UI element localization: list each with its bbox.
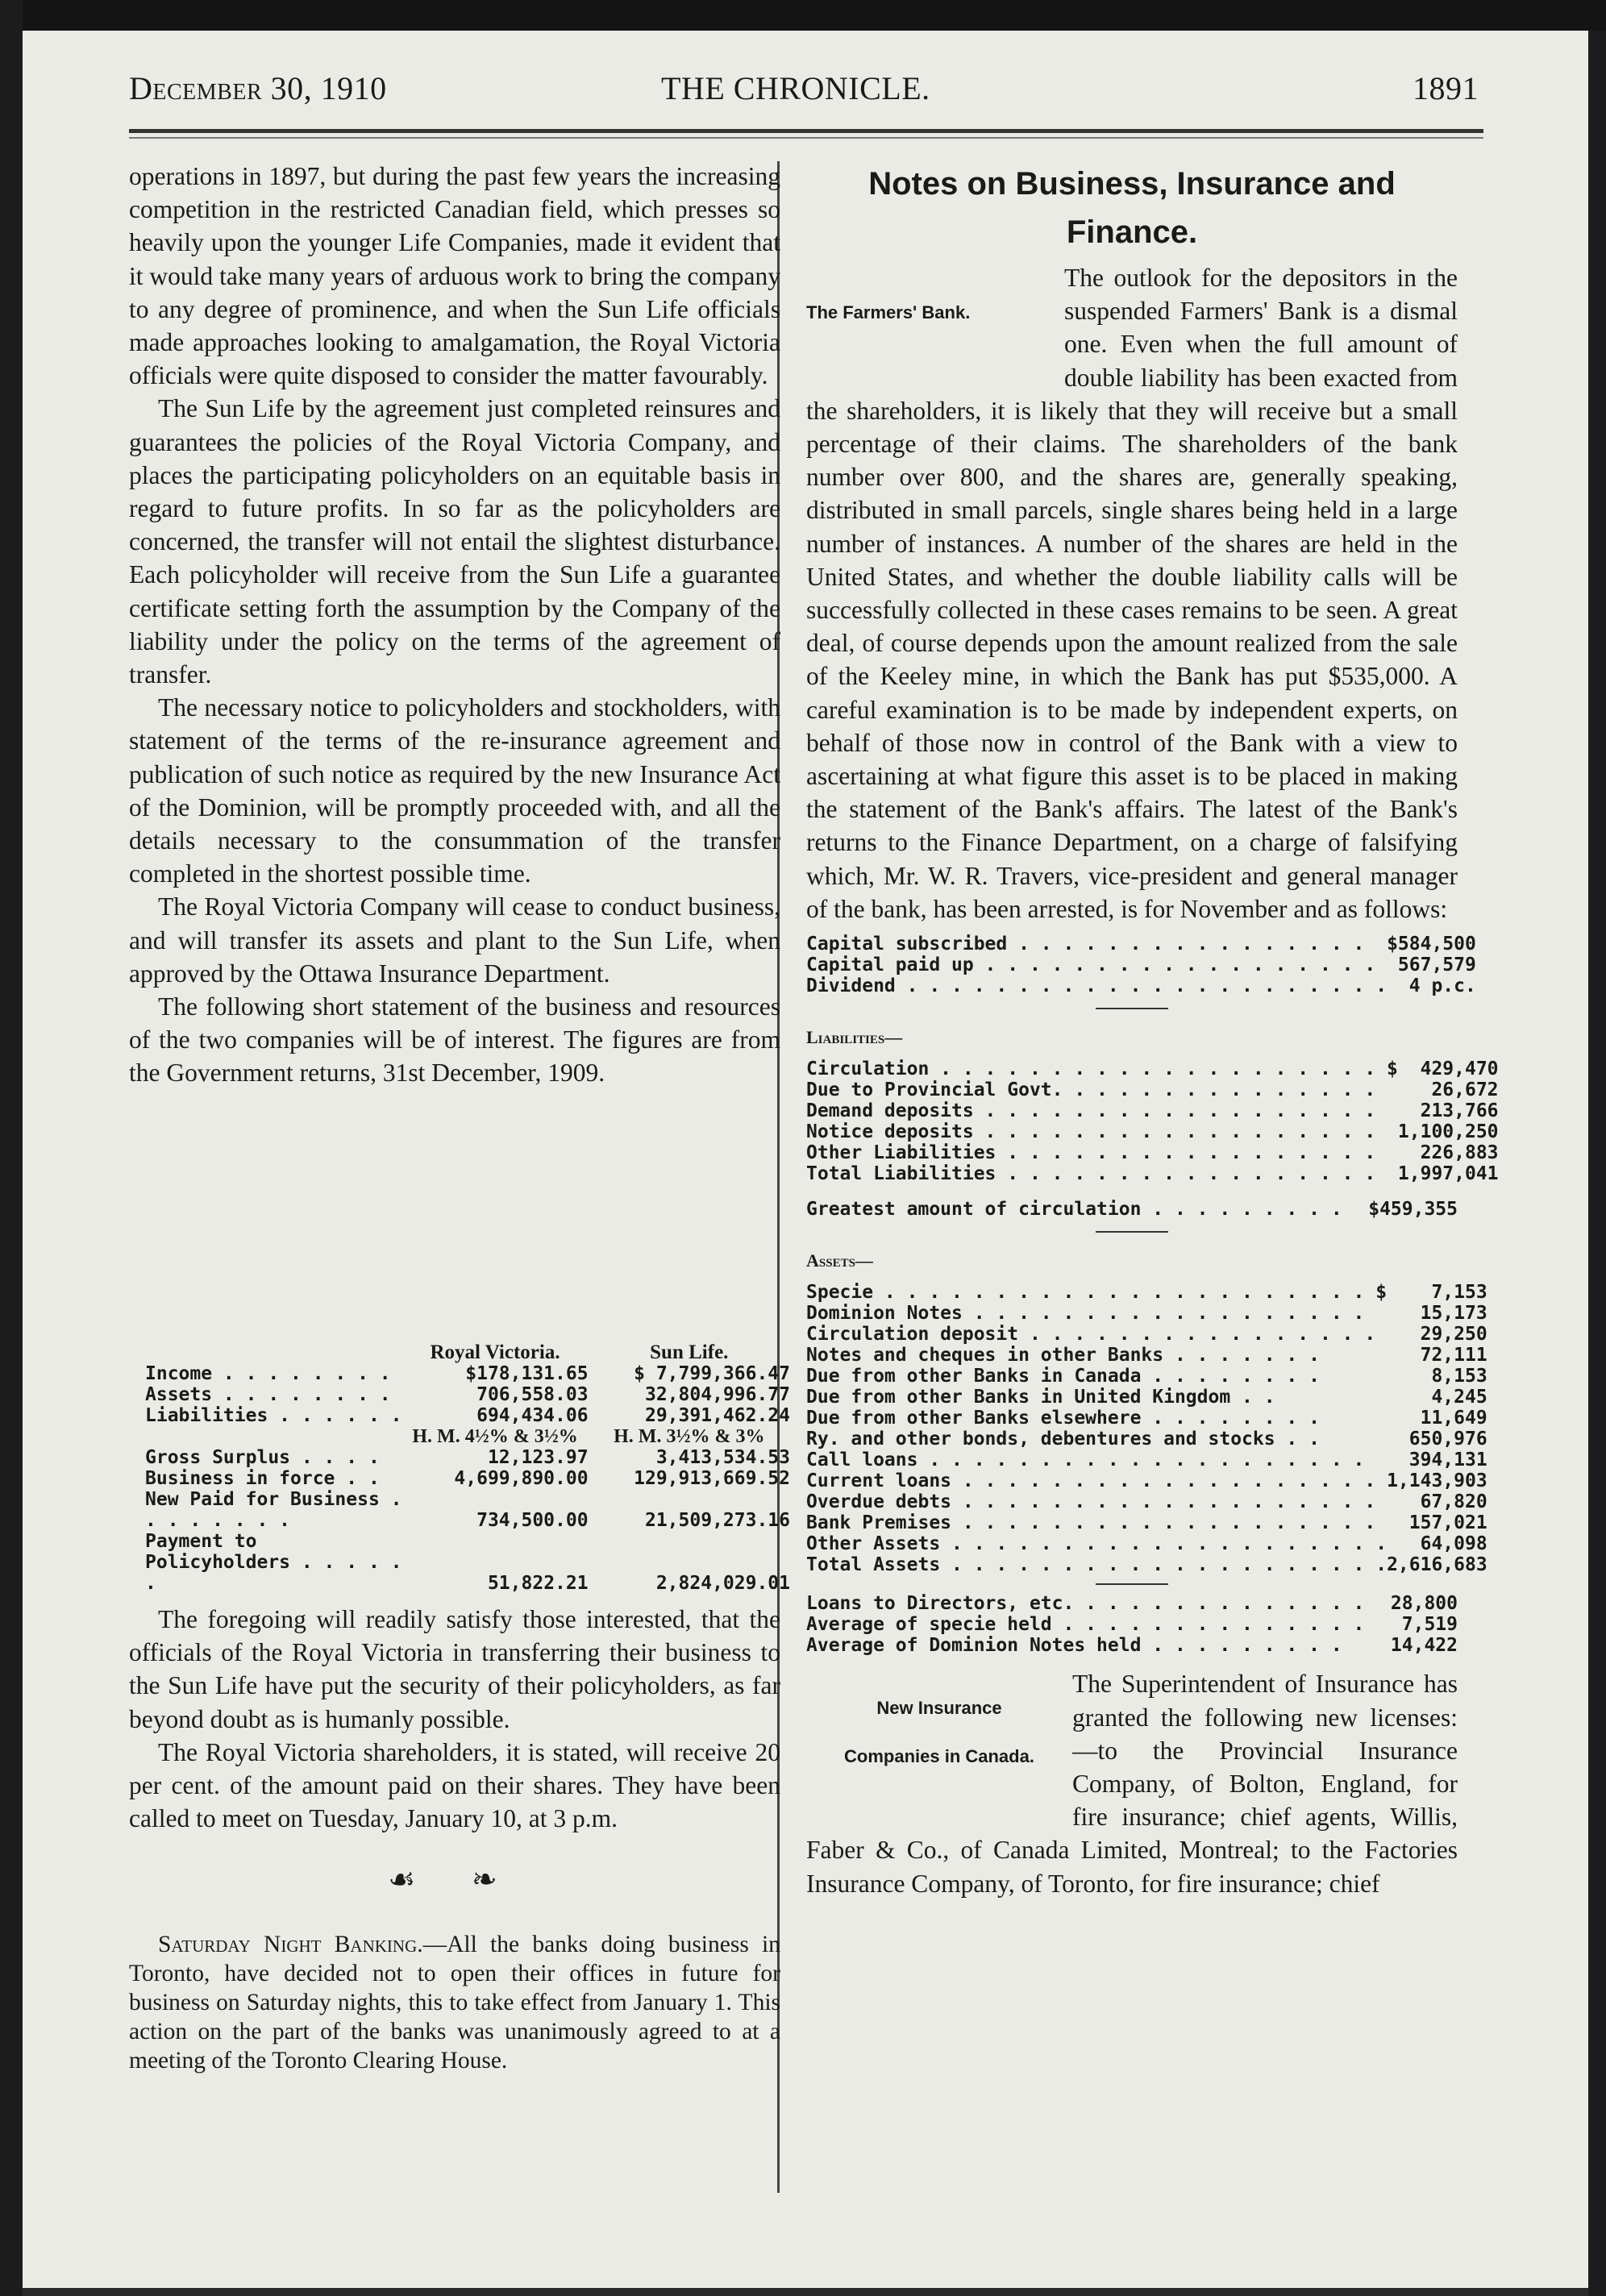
asset-label: Call loans . . . . . . . . . . . . . . . . . . . .: [806, 1450, 1365, 1471]
sun-life-value: 32,804,996.77: [644, 1384, 790, 1405]
loan-row: [806, 1593, 1458, 1614]
row-label: Assets . . . . . . . .: [145, 1384, 391, 1405]
asset-value: 157,021: [1408, 1512, 1487, 1534]
new-insurance-sidehead: [806, 1667, 1072, 1812]
capital-row: [806, 955, 1476, 975]
left-paragraph-4: The Royal Victoria Company will cease to conduct business, and will transfer its assets and plant to the Sun Life, when approved by the Ottawa Insurance Department.: [129, 892, 780, 988]
assets-heading: Assets—: [806, 1250, 873, 1271]
table-row: [145, 1405, 790, 1426]
asset-value: 4,245: [1431, 1387, 1487, 1408]
row-label: [145, 1426, 402, 1447]
right-column: [806, 160, 1499, 1900]
asset-value: 64,098: [1420, 1533, 1487, 1555]
saturday-banking-item: [129, 1930, 780, 2075]
table-row: [145, 1468, 790, 1489]
asset-label: Other Assets . . . . . . . . . . . . . . . . . . . .: [806, 1533, 1388, 1555]
asset-row: [806, 1429, 1487, 1450]
liability-value: 213,766: [1420, 1100, 1499, 1122]
header-rule: [129, 129, 1483, 133]
left-paragraph-5: The following short statement of the business and resources of the two companies will be of interest. The figures are from the Government returns, 31st December, 1909.: [129, 992, 780, 1088]
liability-value: 429,470: [1420, 1059, 1499, 1080]
asset-row: [806, 1303, 1487, 1324]
liability-row: [806, 1121, 1499, 1142]
asset-label: Bank Premises . . . . . . . . . . . . . . . . . . .: [806, 1512, 1376, 1534]
asset-value: 1,143,903: [1387, 1470, 1487, 1492]
royal-victoria-value: H. M. 4½% & 3½%: [412, 1426, 578, 1447]
royal-victoria-value: 706,558.03: [476, 1384, 589, 1405]
asset-row: [806, 1366, 1487, 1387]
new-insurance-body: The Superintendent of Insurance has granted the following new licenses:—to the Provincial Insurance Company, of Bolton, England, for fire insurance; chief agents, Willis, Faber & Co., of Canada Limited, Montreal; to the Factories Insurance Company, of Toronto, for fire insurance; chief: [806, 1670, 1458, 1898]
liability-label: Other Liabilities . . . . . . . . . . . . . . . . .: [806, 1142, 1376, 1164]
liabilities-table: [806, 1059, 1499, 1184]
new-insurance-item: [806, 1667, 1458, 1899]
row-label: Gross Surplus . . . .: [145, 1447, 380, 1468]
capital-table: [806, 934, 1476, 996]
header-date: December 30, 1910: [129, 70, 387, 106]
asset-value: 15,173: [1420, 1303, 1487, 1325]
royal-victoria-value: 4,699,890.00: [454, 1468, 589, 1489]
asset-row: [806, 1345, 1487, 1366]
loan-value: 28,800: [1390, 1593, 1458, 1615]
asset-label: Specie . . . . . . . . . . . . . . . . . . . . . . $: [806, 1282, 1388, 1304]
notes-headline: Notes on Business, Insurance and Finance.: [868, 166, 1396, 250]
liability-label: Due to Provincial Govt. . . . . . . . . . . . . . .: [806, 1079, 1376, 1101]
asset-value: 650,976: [1408, 1429, 1487, 1450]
table-col-royal-victoria: Royal Victoria.: [430, 1341, 560, 1363]
rule-2: [1096, 1231, 1168, 1233]
loan-label: Average of Dominion Notes held . . . . . . . . .: [806, 1635, 1342, 1657]
sun-life-value: 21,509,273.16: [644, 1510, 790, 1531]
asset-value: 2,616,683: [1387, 1554, 1487, 1576]
row-label: New Paid for Business . . . . . . . .: [145, 1489, 402, 1531]
asset-row: [806, 1324, 1487, 1345]
asset-value: 29,250: [1420, 1324, 1487, 1346]
asset-label: Ry. and other bonds, debentures and stocks . .: [806, 1429, 1320, 1450]
sun-life-value: 2,824,029.01: [655, 1573, 790, 1594]
royal-victoria-value: 12,123.97: [487, 1447, 589, 1468]
liability-value: 1,997,041: [1397, 1163, 1499, 1185]
liability-row: [806, 1142, 1499, 1163]
table-row: [145, 1531, 790, 1594]
saturday-banking-body: —All the banks doing business in Toronto, have decided not to open their offices in future for business on Saturday nights, this to take effect from January 1. This action on the part of the banks was unanimously agreed to at a meeting of the Toronto Clearing House.: [129, 1931, 780, 2073]
asset-label: Current loans . . . . . . . . . . . . . . . . . . .: [806, 1470, 1376, 1492]
asset-row: [806, 1387, 1487, 1408]
liability-label: Notice deposits . . . . . . . . . . . . . . . . . .: [806, 1121, 1376, 1143]
capital-value: 4 p.c.: [1408, 975, 1476, 997]
rule-3: [1096, 1583, 1168, 1585]
asset-value: 7,153: [1431, 1282, 1487, 1304]
loan-label: Loans to Directors, etc. . . . . . . . . . . . . .: [806, 1593, 1365, 1615]
liability-label: Total Liabilities . . . . . . . . . . . . . . . . .: [806, 1163, 1376, 1185]
asset-value: 72,111: [1420, 1345, 1487, 1366]
left-paragraph-2: The Sun Life by the agreement just completed reinsures and guarantees the policies of the Royal Victoria Company, and places the participating policyholders on an equitable basis in regard to future profits. In so far as the policyholders are concerned, the transfer will not entail the slightest disturbance. Each policyholder will receive from the Sun Life a guarantee certificate setting forth the assumption by the Company of the liability under the policy on the terms of the agreement of transfer.: [129, 394, 780, 689]
loan-row: [806, 1614, 1458, 1635]
sun-life-value: H. M. 3½% & 3%: [614, 1426, 765, 1447]
capital-row: [806, 975, 1476, 996]
left-column: [129, 160, 780, 1090]
left-paragraph-7: The Royal Victoria shareholders, it is stated, will receive 20 per cent. of the amount paid on their shares. They have been called to meet on Tuesday, January 10, at 3 p.m.: [129, 1737, 780, 1833]
sun-life-value: $ 7,799,366.47: [634, 1363, 790, 1384]
table-col-sun-life: Sun Life.: [650, 1341, 729, 1363]
liability-label: Demand deposits . . . . . . . . . . . . . . . . . .: [806, 1100, 1376, 1122]
liability-row: [806, 1079, 1499, 1100]
liabilities-heading: Liabilities—: [806, 1027, 903, 1048]
section-ornament: ☙ ❧: [388, 1863, 522, 1898]
asset-row: [806, 1512, 1487, 1533]
royal-victoria-value: 51,822.21: [487, 1573, 589, 1594]
loan-value: 7,519: [1401, 1614, 1458, 1636]
header-page-number: 1891: [1413, 70, 1479, 106]
liability-value: 226,883: [1420, 1142, 1499, 1164]
table-row: [145, 1363, 790, 1384]
asset-label: Overdue debts . . . . . . . . . . . . . . . . . . .: [806, 1491, 1376, 1513]
sun-life-value: 3,413,534.53: [655, 1447, 790, 1468]
capital-label: Dividend . . . . . . . . . . . . . . . . . . . . . .: [806, 975, 1388, 997]
row-label: Business in force . .: [145, 1468, 380, 1489]
liability-row: [806, 1163, 1499, 1184]
table-row: [145, 1426, 790, 1447]
capital-row: [806, 934, 1476, 955]
table-row: [145, 1489, 790, 1531]
liability-value: 26,672: [1431, 1079, 1499, 1101]
capital-value: 567,579: [1397, 955, 1476, 976]
asset-value: 67,820: [1420, 1491, 1487, 1513]
farmers-bank-item: [806, 261, 1458, 925]
company-comparison-table: [145, 1342, 790, 1594]
row-label: Payment to Policyholders . . . . . .: [145, 1531, 402, 1594]
loans-table: [806, 1593, 1458, 1656]
asset-row: [806, 1282, 1487, 1303]
liability-row: [806, 1100, 1499, 1121]
asset-label: Dominion Notes . . . . . . . . . . . . . . . . . .: [806, 1303, 1365, 1325]
asset-row: [806, 1470, 1487, 1491]
asset-row: [806, 1491, 1487, 1512]
loan-row: [806, 1635, 1458, 1656]
asset-value: 8,153: [1431, 1366, 1487, 1387]
left-paragraph-6: The foregoing will readily satisfy those interested, that the officials of the Royal Victoria in transferring their business to the Sun Life have put the security of their policyholders, as far beyond doubt as is humanly possible.: [129, 1605, 780, 1733]
assets-table: [806, 1282, 1487, 1575]
new-insurance-sidehead-line2: Companies in Canada.: [844, 1745, 1034, 1766]
row-label: Liabilities . . . . . .: [145, 1405, 402, 1426]
asset-row: [806, 1533, 1487, 1554]
asset-row: [806, 1450, 1487, 1470]
royal-victoria-value: 694,434.06: [476, 1405, 589, 1426]
left-column-lower: [129, 1603, 780, 2075]
new-insurance-sidehead-line1: New Insurance: [876, 1698, 1002, 1719]
left-paragraph-1: operations in 1897, but during the past few years the increasing competition in the restricted Canadian field, which presses so heavily upon the younger Life Companies, made it evident that it would take many years of arduous work to bring the company to any degree of prominence, and when the Sun Life officials made approaches looking to amalgamation, the Royal Victoria officials were quite disposed to consider the matter favourably.: [129, 162, 780, 390]
asset-label: Total Assets . . . . . . . . . . . . . . . . . . . .: [806, 1554, 1388, 1576]
saturday-banking-head: Saturday Night Banking.: [158, 1931, 423, 1957]
greatest-value: $459,355: [1368, 1199, 1458, 1221]
capital-label: Capital subscribed . . . . . . . . . . . . . . . .: [806, 934, 1365, 955]
farmers-bank-body: The outlook for the depositors in the suspended Farmers' Bank is a dismal one. Even when the full amount of double liability has been exacted from the shareholders, it is likely that they will receive but a small percentage of their claims. The shareholders of the bank number over 800, and the shares are, generally speaking, distributed in small parcels, single shares being held in a large number of instances. A number of the shares are held in the United States, and whether the double liability calls will be successfully collected in these cases remains to be seen. A great deal, of course depends upon the amount realized from the sale of the Keeley mine, in which the Bank has put $535,000. A careful examination is to be made by independent experts, on behalf of those now in control of the Bank with a view to ascertaining at what figure this asset is to be placed in making the statement of the Bank's affairs. The latest of the Bank's returns to the Finance Department, on a charge of falsifying which, Mr. W. R. Travers, vice-president and general manager of the bank, has been arrested, is for November and as follows:: [806, 264, 1458, 923]
capital-value: $584,500: [1387, 934, 1476, 955]
asset-label: Due from other Banks in United Kingdom . .: [806, 1387, 1275, 1408]
header-rule-thin: [129, 137, 1483, 139]
row-label: Income . . . . . . . .: [145, 1363, 391, 1384]
farmers-bank-sidehead: [806, 261, 1064, 393]
header-title: THE CHRONICLE.: [661, 70, 930, 106]
liability-value: 1,100,250: [1397, 1121, 1499, 1143]
asset-row: [806, 1408, 1487, 1429]
liability-row: [806, 1059, 1499, 1079]
royal-victoria-value: $178,131.65: [465, 1363, 589, 1384]
greatest-circulation-table: [806, 1199, 1458, 1220]
table-row: [145, 1384, 790, 1405]
asset-label: Due from other Banks in Canada . . . . . . . .: [806, 1366, 1320, 1387]
royal-victoria-value: 734,500.00: [476, 1510, 589, 1531]
capital-label: Capital paid up . . . . . . . . . . . . . . . . . .: [806, 955, 1376, 976]
asset-value: 394,131: [1408, 1450, 1487, 1471]
sun-life-value: 129,913,669.52: [634, 1468, 790, 1489]
asset-label: Circulation deposit . . . . . . . . . . . . . . . .: [806, 1324, 1376, 1346]
asset-label: Due from other Banks elsewhere . . . . . . . .: [806, 1408, 1320, 1429]
loan-label: Average of specie held . . . . . . . . . . . . . .: [806, 1614, 1365, 1636]
left-paragraph-3: The necessary notice to policyholders and stockholders, with statement of the terms of the re-insurance agreement and publication of such notice as required by the new Insurance Act of the Dominion, will be promptly proceeded with, and all the details necessary to the consummation of the transfer completed in the shortest possible time.: [129, 693, 780, 888]
farmers-bank-sidehead-text: The Farmers' Bank.: [806, 302, 971, 322]
asset-row: [806, 1554, 1487, 1575]
loan-value: 14,422: [1390, 1635, 1458, 1657]
table-row: [145, 1447, 790, 1468]
asset-label: Notes and cheques in other Banks . . . . . . .: [806, 1345, 1320, 1366]
rule-1: [1096, 1008, 1168, 1009]
greatest-label: Greatest amount of circulation . . . . . . . . .: [806, 1199, 1342, 1221]
asset-value: 11,649: [1420, 1408, 1487, 1429]
liability-label: Circulation . . . . . . . . . . . . . . . . . . . . $: [806, 1059, 1398, 1080]
sun-life-value: 29,391,462.24: [644, 1405, 790, 1426]
